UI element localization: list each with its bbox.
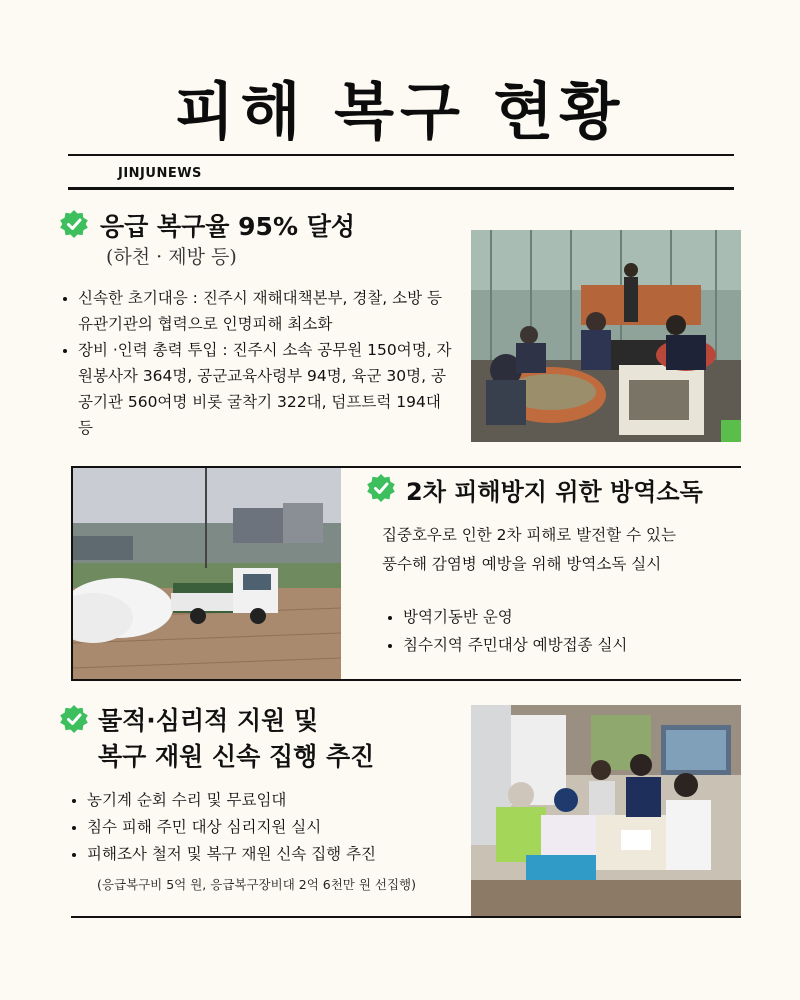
counseling-session-photo	[471, 705, 741, 917]
section3-heading-line2: 복구 재원 신속 집행 추진	[98, 742, 375, 771]
disinfection-truck-photo	[73, 468, 341, 679]
list-item: • 침수 피해 주민 대상 심리지원 실시	[87, 814, 467, 841]
source-label: JINJUNEWS	[118, 166, 202, 181]
section2-paragraph-line1: 집중호우로 인한 2차 피해로 발전할 수 있는	[382, 526, 676, 544]
list-item: • 피해조사 철저 및 복구 재원 신속 집행 추진	[87, 841, 467, 868]
recovery-workers-photo	[471, 230, 741, 442]
header-divider	[68, 187, 734, 190]
section2-paragraph-line2: 풍수해 감염병 예방을 위해 방역소독 실시	[382, 555, 662, 573]
list-item: • 신속한 초기대응 : 진주시 재해대책본부, 경찰, 소방 등 유관기관의 협력으로 인명피해 최소화	[78, 285, 458, 337]
section3-bottom-border	[71, 916, 741, 918]
top-divider	[68, 154, 734, 156]
section3-heading-line1: 물적·심리적 지원 및	[98, 706, 319, 735]
page-title: 피해 복구 현황	[174, 75, 626, 148]
section2-heading: 2차 피해방지 위한 방역소독	[406, 478, 703, 506]
list-item: • 방역기동반 운영	[403, 603, 723, 631]
section2-bottom-border	[71, 679, 741, 681]
section2-bullet-list	[383, 603, 723, 659]
section3-bullet-list	[67, 787, 467, 868]
check-badge-icon	[59, 209, 89, 239]
check-badge-icon	[59, 704, 89, 734]
list-item: • 농기계 순회 수리 및 무료임대	[87, 787, 467, 814]
section1-subheading: (하천 · 제방 등)	[106, 246, 237, 268]
list-item: • 침수지역 주민대상 예방접종 실시	[403, 631, 723, 659]
list-item: • 장비 ·인력 총력 투입 : 진주시 소속 공무원 150여명, 자원봉사자 364명, 공군교육사령부 94명, 육군 30명, 공공기관 560여명 비롯 굴착기 322대, 덤프트럭 194대 등	[78, 337, 458, 441]
section1-bullet-list	[58, 285, 458, 441]
check-badge-icon	[366, 473, 396, 503]
section1-heading: 응급 복구율 95% 달성	[100, 212, 356, 241]
funding-note: (응급복구비 5억 원, 응급복구장비대 2억 6천만 원 선집행)	[97, 877, 416, 892]
